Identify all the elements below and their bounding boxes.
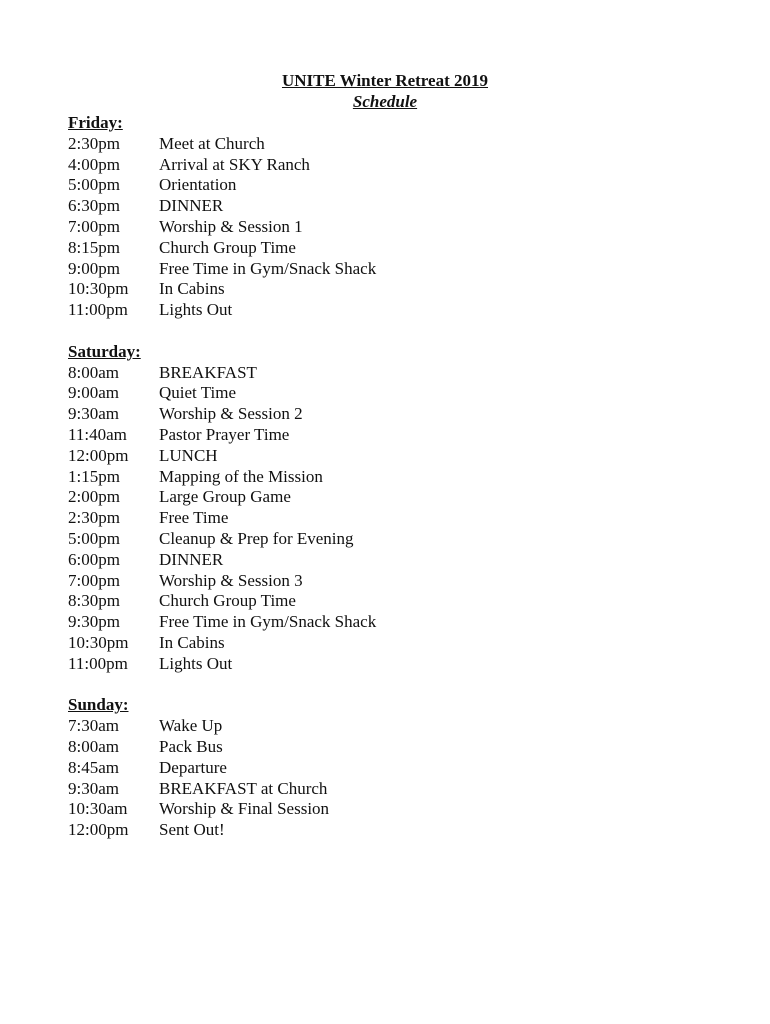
event-name: Worship & Session 3 <box>159 570 303 590</box>
event-name: Meet at Church <box>159 133 265 153</box>
event-time: 2:00pm <box>68 487 120 507</box>
schedule-row <box>68 467 708 488</box>
event-name: Wake Up <box>159 716 223 736</box>
schedule-row <box>68 383 708 404</box>
event-time: 8:30pm <box>68 591 120 611</box>
document-title: UNITE Winter Retreat 2019 <box>281 71 489 90</box>
schedule-row <box>68 591 708 612</box>
event-name: Worship & Final Session <box>159 799 330 819</box>
event-time: 5:00pm <box>68 175 120 195</box>
schedule-row <box>68 612 708 633</box>
schedule-row <box>68 155 708 176</box>
schedule-row <box>68 550 708 571</box>
event-name: BREAKFAST at Church <box>159 778 328 798</box>
day-sunday <box>68 695 708 841</box>
event-name: In Cabins <box>159 279 225 299</box>
event-time: 8:15pm <box>68 237 120 257</box>
schedule-row <box>68 779 708 800</box>
schedule-row <box>68 820 708 841</box>
event-name: Mapping of the Mission <box>159 466 323 486</box>
schedule-row <box>68 238 708 259</box>
event-name: Lights Out <box>159 653 233 673</box>
event-time: 10:30pm <box>68 279 129 299</box>
event-name: Church Group Time <box>159 591 296 611</box>
schedule-row <box>68 175 708 196</box>
event-name: In Cabins <box>159 632 225 652</box>
event-name: Sent Out! <box>159 820 225 840</box>
event-time: 9:00am <box>68 383 119 403</box>
schedule-row <box>68 529 708 550</box>
document-subtitle: Schedule <box>352 91 418 111</box>
event-name: LUNCH <box>159 445 218 465</box>
event-name: Worship & Session 2 <box>159 404 303 424</box>
event-name: Cleanup & Prep for Evening <box>159 528 354 548</box>
event-time: 10:30pm <box>68 632 129 652</box>
event-time: 2:30pm <box>68 508 120 528</box>
event-name: Free Time in Gym/Snack Shack <box>159 258 377 278</box>
event-name: DINNER <box>159 196 224 216</box>
event-time: 12:00pm <box>68 820 129 840</box>
event-name: Departure <box>159 757 227 777</box>
event-time: 9:30am <box>68 404 119 424</box>
event-name: Free Time in Gym/Snack Shack <box>159 612 377 632</box>
day-saturday <box>68 342 708 675</box>
schedule-row <box>68 716 708 737</box>
day-heading: Friday: <box>68 113 123 132</box>
event-time: 7:00pm <box>68 216 120 236</box>
event-name: DINNER <box>159 549 224 569</box>
schedule-row <box>68 300 708 321</box>
event-time: 7:00pm <box>68 570 120 590</box>
event-time: 6:00pm <box>68 549 120 569</box>
day-friday <box>68 113 708 321</box>
event-time: 9:30pm <box>68 612 120 632</box>
event-time: 8:00am <box>68 736 119 756</box>
event-name: BREAKFAST <box>159 362 257 382</box>
event-time: 6:30pm <box>68 196 120 216</box>
event-name: Church Group Time <box>159 237 296 257</box>
day-heading: Sunday: <box>68 695 129 715</box>
schedule-row <box>68 508 708 529</box>
schedule-row <box>68 134 708 155</box>
schedule-row <box>68 799 708 820</box>
schedule-row <box>68 279 708 300</box>
event-name: Orientation <box>159 175 237 195</box>
event-name: Quiet Time <box>159 383 236 403</box>
schedule-row <box>68 404 708 425</box>
event-time: 11:00pm <box>68 300 128 320</box>
schedule-row <box>68 196 708 217</box>
schedule-row <box>68 259 708 280</box>
event-time: 9:30am <box>68 778 119 798</box>
event-name: Free Time <box>159 508 229 528</box>
event-time: 9:00pm <box>68 258 120 278</box>
schedule-row <box>68 446 708 467</box>
event-time: 8:00am <box>68 362 119 382</box>
title-block <box>0 71 770 113</box>
schedule-row <box>68 758 708 779</box>
event-time: 1:15pm <box>68 466 120 486</box>
schedule-row <box>68 633 708 654</box>
event-name: Lights Out <box>159 300 233 320</box>
event-name: Pack Bus <box>159 736 223 756</box>
schedule-row <box>68 571 708 592</box>
schedule-row <box>68 363 708 384</box>
schedule-row <box>68 217 708 238</box>
schedule-row <box>68 654 708 675</box>
schedule-row <box>68 487 708 508</box>
day-heading: Saturday: <box>68 341 141 361</box>
schedule-row <box>68 737 708 758</box>
event-time: 2:30pm <box>68 133 120 153</box>
event-name: Arrival at SKY Ranch <box>159 154 310 174</box>
event-time: 11:40am <box>68 424 127 444</box>
event-time: 12:00pm <box>68 445 129 465</box>
event-name: Pastor Prayer Time <box>159 424 290 444</box>
event-time: 7:30am <box>68 716 119 736</box>
schedule-row <box>68 425 708 446</box>
event-time: 10:30am <box>68 799 128 819</box>
event-time: 11:00pm <box>68 653 128 673</box>
event-time: 4:00pm <box>68 154 120 174</box>
event-time: 5:00pm <box>68 528 120 548</box>
event-time: 8:45am <box>68 757 119 777</box>
schedule <box>68 113 708 862</box>
event-name: Worship & Session 1 <box>159 216 303 236</box>
event-name: Large Group Game <box>159 487 291 507</box>
